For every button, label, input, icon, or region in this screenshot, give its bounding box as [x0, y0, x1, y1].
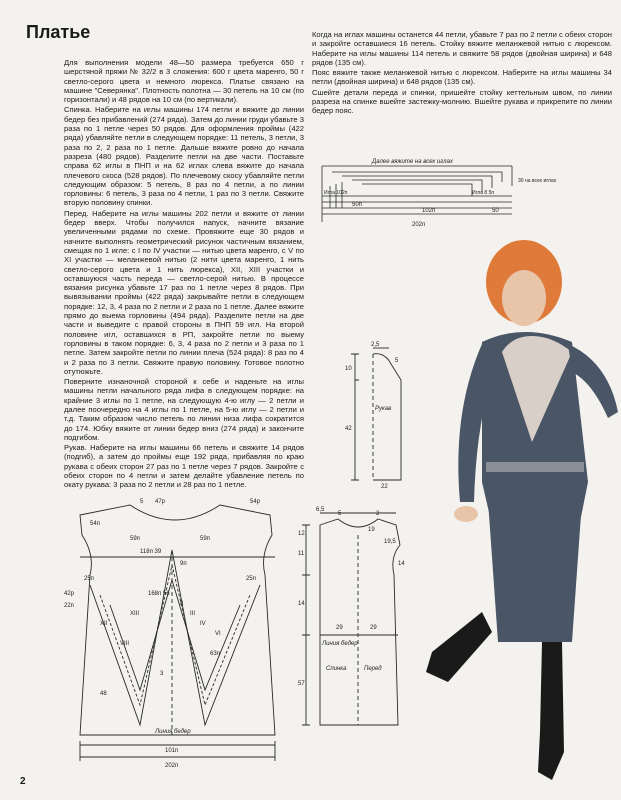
front-top-mid-b: 47р [155, 499, 166, 505]
instructions-left-column [64, 58, 304, 491]
sleeve-h1: 10 [345, 366, 352, 372]
right-boot [538, 642, 564, 780]
back-h2: 11 [298, 551, 305, 557]
front-n22: 22п [64, 603, 74, 609]
belt [486, 462, 584, 472]
back-h4: 57 [298, 681, 305, 687]
back-t6: 14 [398, 561, 405, 567]
sleeve-top: 2,5 [371, 342, 380, 348]
front-r4: IV [200, 621, 206, 627]
front-n48: 48 [100, 691, 107, 697]
front-n25r: 25п [246, 576, 256, 582]
stepped-n50: 50п [352, 202, 362, 208]
front-bottom2: 202п [165, 763, 179, 769]
back-paragraph: Спинка. Наберите на иглы машины 174 петли и вяжите до линии бедер без прибавлений (274 ряда). Затем до линии груди убавьте 3 раза по 1 петле через 50 рядов. Для оформления проймы (422 ряда) убавляйте петли в следующем порядке: 11 петель, 3 петли, 3 раза по 2, 2 раза по 1 петле. Дальше вяжите ровно до начала разреза (480 рядов). Разделите петли на две части. Поставьте справа 62 иглы в ПНП и на 62 иглах слева вяжите до начала плечевого скоса (528 рядов). По плечевому скосу убавляйте петли следующим образом: 5 петель, 8 раз по 4 петли, а по линии горловины: 6 петель, 3 раза по 4 петли, 1 раз по 3 петли. Свяжите вторую половину спинки. [64, 105, 304, 208]
back-label: Спинка [326, 666, 347, 672]
front-r6: VI [215, 631, 221, 637]
sleeve-label: Рукав [375, 406, 392, 412]
front-r12: XII [100, 621, 108, 627]
front-r13: XIII [130, 611, 140, 617]
front-n3b: 3 [160, 671, 164, 677]
back-t2: 5 [338, 511, 342, 517]
front-pattern [60, 495, 295, 770]
front-n63: 63п [210, 651, 220, 657]
back-hip-line: Линия бедер [322, 641, 358, 647]
back-w2: 29 [370, 625, 377, 631]
stepped-n202: 202п [412, 222, 426, 228]
back-t5: 19,5 [384, 539, 396, 545]
front-top-right: 54р [250, 499, 261, 505]
stepped-left-label: Игла 102п [324, 190, 348, 196]
front-n3: 9п [180, 561, 187, 567]
front-paragraph: Перед. Наберите на иглы машины 202 петли и вяжите от линии бедер вверх. Чтобы получился напуск, начните вязание увеличенными рядами по схеме. Провяжите еще 30 рядов и начните выполнять геометрический рисунок частичным вязанием, смещая по 1 игле: с I по IV участки — нитью цвета маренго, с V по XI участки — меланжевой нитью (2 нити цвета маренго, 1 нить светло-серого цвета и 1 нить люрекса), XII, XIII участки и оставшуюся часть переда — светло-серой нитью. В процессе вязания рисунка убавьте 17 раз по 1 петле через 8 рядов. При вывязывании проймы (422 ряда) закрывайте петли в следующем порядке: 12, 3, 4 раза по 2 петли и 2 раза по 1 петле. Далее вяжите прямо до выема горловины (494 ряда). Разделите петли на две части и выведите с правой стороны в ПНП 59 игл. На второй половине игл, оставшихся в РП, закройте петли по выему горловины в таком порядке: 6, 3, 4 раза по 2 петли и 3 раза по 1 петле. Затем закройте петли по линии плеча (524 ряда): 8 раз по 4 и 2 раза по 3 петли. Свяжите правую половину. Готовое полотно отутюжьте. [64, 208, 304, 376]
stepped-right-label: 30 на всех иглах [518, 178, 557, 184]
stepped-knitting-diagram [312, 156, 557, 232]
sleeve-h2: 42 [345, 426, 352, 432]
stepped-n50b: 50 [492, 208, 499, 214]
back-t1: 6,5 [316, 507, 325, 513]
front-r2: II [180, 601, 184, 607]
back-pattern [298, 505, 418, 735]
back-w1: 29 [336, 625, 343, 631]
stepped-top-label: Далее вяжите на всех иглах [372, 159, 453, 165]
intro-paragraph: Для выполнения модели 48—50 размера требуется 650 г шерстяной пряжи № 32/2 в 3 сложения: 600 г цвета маренго, 50 г светло-серого цвета и немного люрекса. Платье связано на машине "Северянка". Плотность полотна — 30 петель на 10 см (по горизонтали) и 48 рядов на 10 см (по вертикали). [64, 58, 304, 105]
front-r3: III [190, 611, 196, 617]
back-h3: 14 [298, 601, 305, 607]
sleeve-side: 5 [395, 358, 399, 364]
page-number: 2 [20, 776, 26, 787]
back-t3: 2 [376, 511, 380, 517]
front-n42: 42р [64, 591, 75, 597]
model-photo [412, 232, 620, 794]
front-n168: 168п 56 [148, 591, 170, 597]
sleeve-pattern [345, 340, 415, 490]
back-t4: 19 [368, 527, 375, 533]
stepped-mid-label: Игла 8 5п [472, 190, 495, 196]
stepped-n102: 102п [422, 208, 436, 214]
front-label: Перед [364, 666, 382, 672]
sleeve-bottom: 22 [381, 484, 388, 490]
face [502, 270, 546, 326]
skirt [486, 472, 584, 642]
bodice-paragraph: Поверните изнаночной стороной к себе и наденьте на иглы машины петли начального ряда лифа в следующем порядке: на крайние 3 иглы по 1 петле, на следующую 4-ю иглу — 2 петли и далее поочередно на 4 иглы по 1 петле, на 5-ю иглу — 2 петли и т.д. Таким образом число петель по линии низа лифа сократится до 174. Юбку вяжите от линии бедер вниз (274 ряда) и закончите подгибом. [64, 377, 304, 442]
front-right-n: 59п [200, 536, 210, 542]
assembly-paragraph: Сшейте детали переда и спинки, пришейте стойку кеттельным швом, по линии разреза на спинке вшейте застежку-молнию. Вшейте рукава и прикрепите по линии бедер пояс. [312, 87, 612, 116]
collar-paragraph: Когда на иглах машины останется 44 петли, убавьте 7 раз по 2 петли с обеих сторон и закройте оставшиеся 16 петель. Стойку вяжите меланжевой нитью с люрексом. Наберите на иглы машины 114 петель и свяжите 58 рядов (двойная ширина) и 648 рядов (135 см). [312, 30, 612, 67]
belt-paragraph: Пояс вяжите также меланжевой нитью с люрексом. Наберите на иглы машины 34 петли (двойная ширина) и 648 рядов (135 см). [312, 68, 612, 87]
left-boot [426, 612, 492, 682]
front-hip-line: Линия бедер [155, 729, 191, 735]
back-h1: 12 [298, 531, 305, 537]
front-bottom1: 101п [165, 748, 179, 754]
front-top-left: 54п [90, 521, 100, 527]
front-n25l: 25п [84, 576, 94, 582]
front-width-top: 118п 39 [140, 549, 162, 555]
sleeve-paragraph: Рукав. Наберите на иглы машины 66 петель и свяжите 14 рядов (подгиб), а затем до проймы еще 192 ряда, прибавляя по краю рукава с обеих сторон 27 раз по 1 петле через 7 рядов. Закройте с обеих сторон по 4 петли и затем делайте убавление петель по окату рукава: 3 раза по 2 петли и 28 раз по 1 петле. [64, 443, 304, 490]
instructions-right-column [312, 30, 612, 117]
page-title: Платье [26, 22, 91, 42]
front-left-n: 59п [130, 536, 140, 542]
left-hand [454, 506, 478, 522]
front-top-mid-a: 5 [140, 499, 144, 505]
front-r8: VIII [120, 641, 130, 647]
